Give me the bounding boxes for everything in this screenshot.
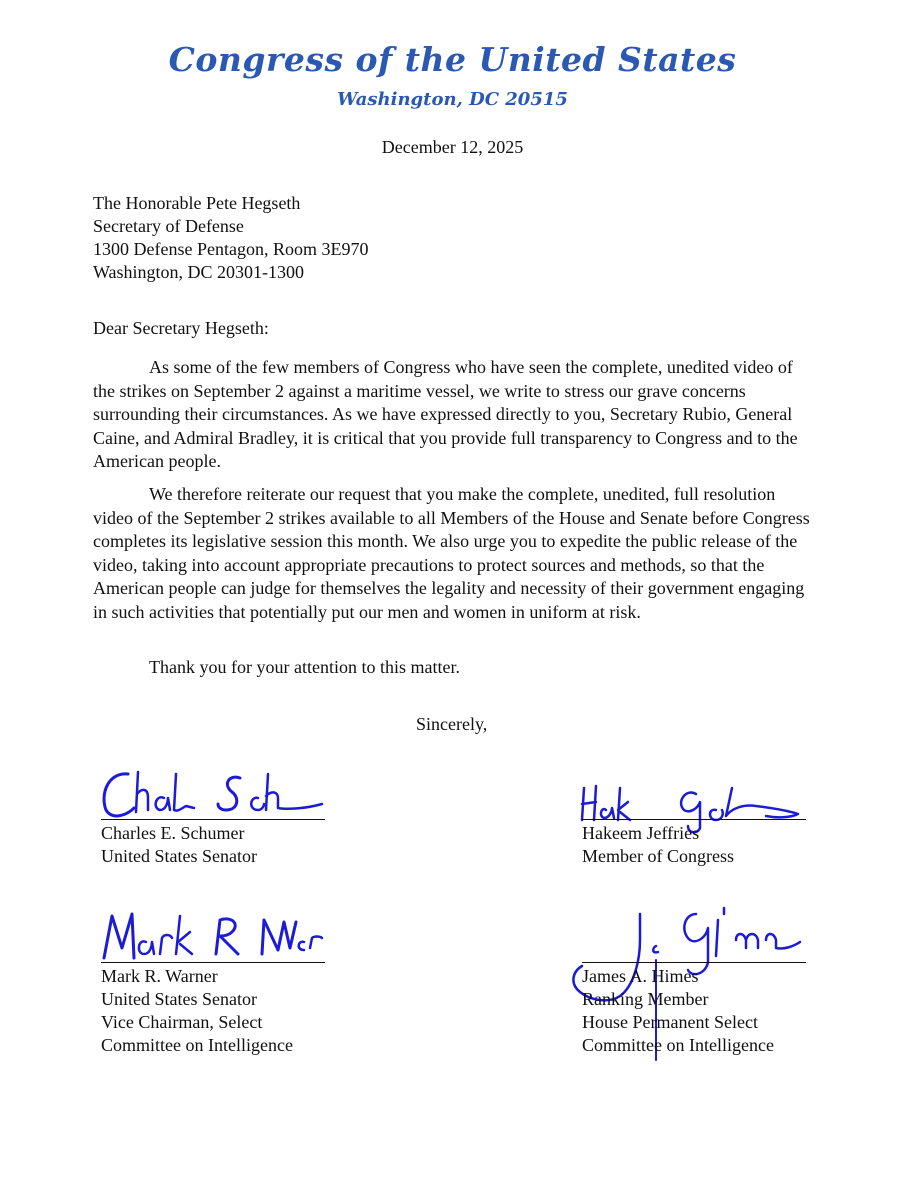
signatory-title: House Permanent Select — [582, 1012, 758, 1032]
recipient-address — [93, 192, 368, 284]
signature-line — [582, 962, 806, 963]
signatory-title: Member of Congress — [582, 846, 734, 866]
signatory-title: United States Senator — [101, 989, 257, 1009]
signatory-title: Vice Chairman, Select — [101, 1012, 263, 1032]
signatory-title: United States Senator — [101, 846, 257, 866]
signature-line — [101, 962, 325, 963]
signatory-name: Charles E. Schumer — [101, 823, 245, 843]
signatory-name: James A. Himes — [582, 966, 699, 986]
recipient-line: Washington, DC 20301-1300 — [93, 262, 305, 282]
signature-line — [101, 819, 325, 820]
signatory-name: Hakeem Jeffries — [582, 823, 700, 843]
signatory-title: Ranking Member — [582, 989, 709, 1009]
closing: Sincerely, — [416, 714, 488, 734]
signature-schumer — [98, 764, 328, 824]
signature-warner — [98, 908, 328, 968]
body-paragraph: Thank you for your attention to this matter. — [149, 657, 460, 677]
signature-block — [101, 819, 325, 868]
letterhead-subtitle: Washington, DC 20515 — [337, 89, 568, 110]
signatory-title: Committee on Intelligence — [582, 1035, 774, 1055]
signature-line — [582, 819, 806, 820]
body-paragraph: As some of the few members of Congress who have seen the complete, unedited video of the strikes on September 2 against a maritime vessel, we write to stress our grave concerns surrounding their circumstances. As we have expressed directly to you, Secretary Rubio, General Caine, and Admiral Bradley, it is critical that you provide full transparency to Congress and to the American people. — [93, 357, 798, 472]
signature-block — [101, 962, 325, 1057]
body-paragraph: We therefore reiterate our request that you make the complete, unedited, full resolution video of the September 2 strikes available to all Members of the House and Senate before Congress completes its legislative session this month. We also urge you to expedite the public release of the video, taking into account appropriate precautions to protect sources and methods, so that the American people can judge for themselves the legality and necessity of their government engaging in such activities that potentially put our men and women in uniform at risk. — [93, 484, 810, 622]
recipient-line: 1300 Defense Pentagon, Room 3E970 — [93, 239, 369, 259]
signature-block — [582, 819, 806, 868]
signature-block — [582, 962, 806, 1057]
letterhead-title: Congress of the United States — [168, 40, 737, 79]
recipient-line: The Honorable Pete Hegseth — [93, 193, 301, 213]
signatory-title: Committee on Intelligence — [101, 1035, 293, 1055]
signatory-name: Mark R. Warner — [101, 966, 218, 986]
salutation: Dear Secretary Hegseth: — [93, 318, 269, 338]
letter-date: December 12, 2025 — [381, 137, 524, 157]
recipient-line: Secretary of Defense — [93, 216, 244, 236]
